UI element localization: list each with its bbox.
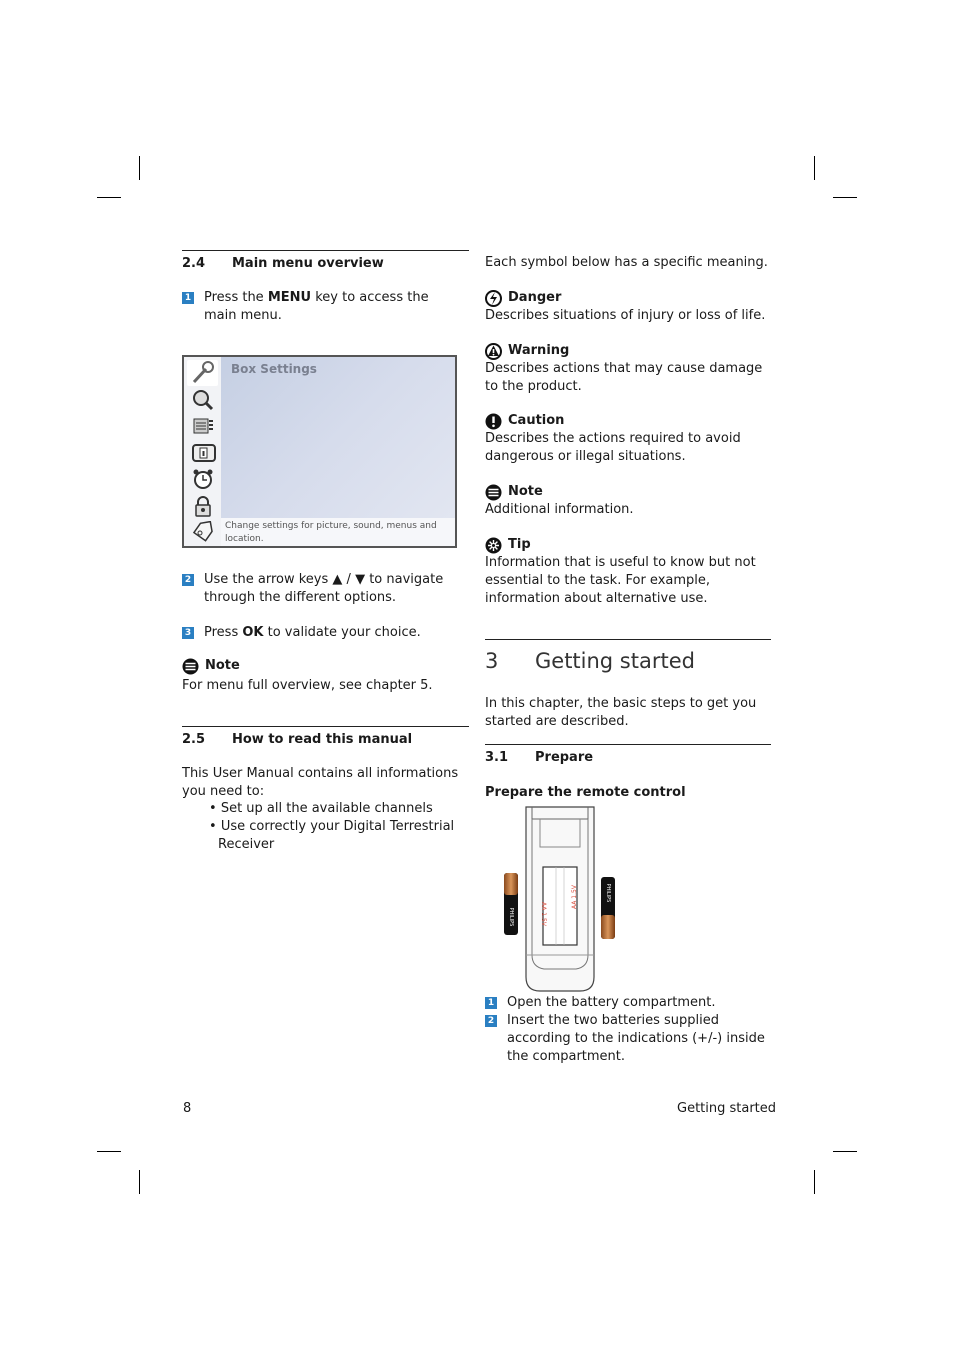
- crop-mark: [139, 156, 140, 180]
- step-3: [182, 624, 457, 642]
- step-text: Open the battery compartment.: [507, 995, 716, 1010]
- chapter-title-text: Getting started: [535, 649, 695, 673]
- ok-key-label: OK: [242, 625, 264, 640]
- list-icon: [192, 415, 214, 437]
- step-1: [182, 289, 457, 325]
- symbols-intro: Each symbol below has a specific meaning.: [485, 255, 768, 270]
- search-icon: [192, 389, 214, 411]
- svg-text:AA 1.5V: AA 1.5V: [540, 902, 547, 926]
- step-text-part: /: [342, 572, 356, 587]
- tip-heading: [485, 536, 531, 554]
- caution-heading: [485, 412, 564, 430]
- section-heading-2-4: [182, 255, 384, 273]
- menu-help-text: Change settings for picture, sound, menus and location.: [221, 518, 455, 546]
- chapter-title: [485, 649, 695, 673]
- prepare-step-1: [485, 994, 771, 1012]
- manual-bullet-list: [196, 800, 456, 854]
- menu-icon-column: [184, 357, 221, 546]
- danger-heading: [485, 289, 561, 307]
- tip-icon: [485, 537, 502, 554]
- note-heading: [485, 483, 543, 501]
- step-number-badge: 3: [182, 627, 194, 639]
- section-heading-2-5: [182, 731, 412, 749]
- padlock-icon: [192, 495, 214, 517]
- step-text-part: Press: [204, 625, 243, 640]
- crop-mark: [97, 1151, 121, 1152]
- menu-key-label: MENU: [267, 290, 312, 305]
- battery-label: PHILIPS: [508, 907, 514, 927]
- section-rule: [485, 744, 771, 745]
- caution-title: Caution: [508, 413, 565, 428]
- section-heading-3-1: [485, 749, 593, 767]
- step-number-badge: 1: [485, 997, 497, 1009]
- wrench-icon: [187, 360, 218, 386]
- note-title: Note: [508, 484, 543, 499]
- step-text-part: to navigate through the different options.: [204, 572, 444, 605]
- tip-text: Information that is useful to know but not essential to the task. For example, information about alternative use.: [485, 555, 756, 606]
- crop-mark: [833, 197, 857, 198]
- arrow-down-icon: ▼: [355, 572, 366, 587]
- subsection-title: Prepare the remote control: [485, 785, 686, 800]
- main-menu-screenshot: [182, 355, 457, 548]
- step-text-part: key to access the main menu.: [204, 290, 429, 323]
- note-icon: [182, 658, 199, 675]
- list-item-text: Set up all the available channels: [220, 801, 433, 816]
- arrow-up-icon: ▲: [332, 572, 343, 587]
- step-number-badge: 1: [182, 292, 194, 304]
- section-rule: [182, 250, 469, 251]
- tag-icon: [192, 521, 214, 543]
- tip-title: Tip: [508, 537, 531, 552]
- section-title: Prepare: [535, 750, 594, 765]
- crop-mark: [833, 1151, 857, 1152]
- step-text-part: Press the: [204, 290, 268, 305]
- note-title: Note: [205, 658, 240, 673]
- step-number-badge: 2: [182, 574, 194, 586]
- list-item: • Use correctly your Digital Terrestrial Receiver: [209, 819, 455, 852]
- crop-mark: [814, 156, 815, 180]
- section-title: Main menu overview: [232, 256, 384, 271]
- caution-text: Describes the actions required to avoid dangerous or illegal situations.: [485, 431, 741, 464]
- note-icon: [485, 484, 502, 501]
- section-number: 2.5: [182, 732, 206, 747]
- section-number: 3.1: [485, 750, 509, 765]
- caution-icon: [485, 413, 502, 430]
- step-text: Insert the two batteries supplied according to the indications (+/-) inside the compartment.: [507, 1013, 765, 1064]
- crop-mark: [814, 1170, 815, 1194]
- section-rule: [182, 726, 469, 727]
- note-text: For menu full overview, see chapter 5.: [182, 678, 433, 693]
- step-number-badge: 2: [485, 1015, 497, 1027]
- list-item-text: Use correctly your Digital Terrestrial Receiver: [218, 819, 455, 852]
- step-text: [204, 624, 421, 642]
- chapter-number: 3: [485, 649, 499, 673]
- warning-heading: [485, 342, 569, 360]
- prepare-step-2: [485, 1012, 771, 1066]
- note-text: Additional information.: [485, 502, 634, 517]
- warning-title: Warning: [508, 343, 570, 358]
- crop-mark: [97, 197, 121, 198]
- step-text: [204, 571, 457, 607]
- section-title: How to read this manual: [232, 732, 413, 747]
- crop-mark: [139, 1170, 140, 1194]
- warning-icon: [485, 343, 502, 360]
- info-icon: [192, 442, 214, 464]
- step-text-part: Use the arrow keys: [204, 572, 333, 587]
- manual-intro: This User Manual contains all informations you need to:: [182, 766, 459, 799]
- section-number: 2.4: [182, 256, 206, 271]
- danger-text: Describes situations of injury or loss of life.: [485, 308, 766, 323]
- menu-panel-title: Box Settings: [231, 362, 317, 376]
- chapter-rule: [485, 639, 771, 640]
- chapter-intro: In this chapter, the basic steps to get you started are described.: [485, 696, 757, 729]
- list-item: • Set up all the available channels: [209, 801, 433, 816]
- alarm-clock-icon: [192, 468, 214, 490]
- step-2: [182, 571, 457, 607]
- footer-chapter: Getting started: [677, 1101, 777, 1116]
- danger-title: Danger: [508, 290, 562, 305]
- warning-text: Describes actions that may cause damage to the product.: [485, 361, 763, 394]
- battery-label: PHILIPS: [605, 883, 611, 903]
- note-heading: [182, 657, 240, 675]
- svg-text:AA 1.5V: AA 1.5V: [571, 885, 578, 909]
- remote-control-illustration: [496, 805, 626, 995]
- step-text-part: to validate your choice.: [263, 625, 421, 640]
- step-text: [204, 289, 457, 325]
- page-number: 8: [183, 1101, 192, 1116]
- menu-panel: [221, 357, 455, 518]
- danger-icon: [485, 290, 502, 307]
